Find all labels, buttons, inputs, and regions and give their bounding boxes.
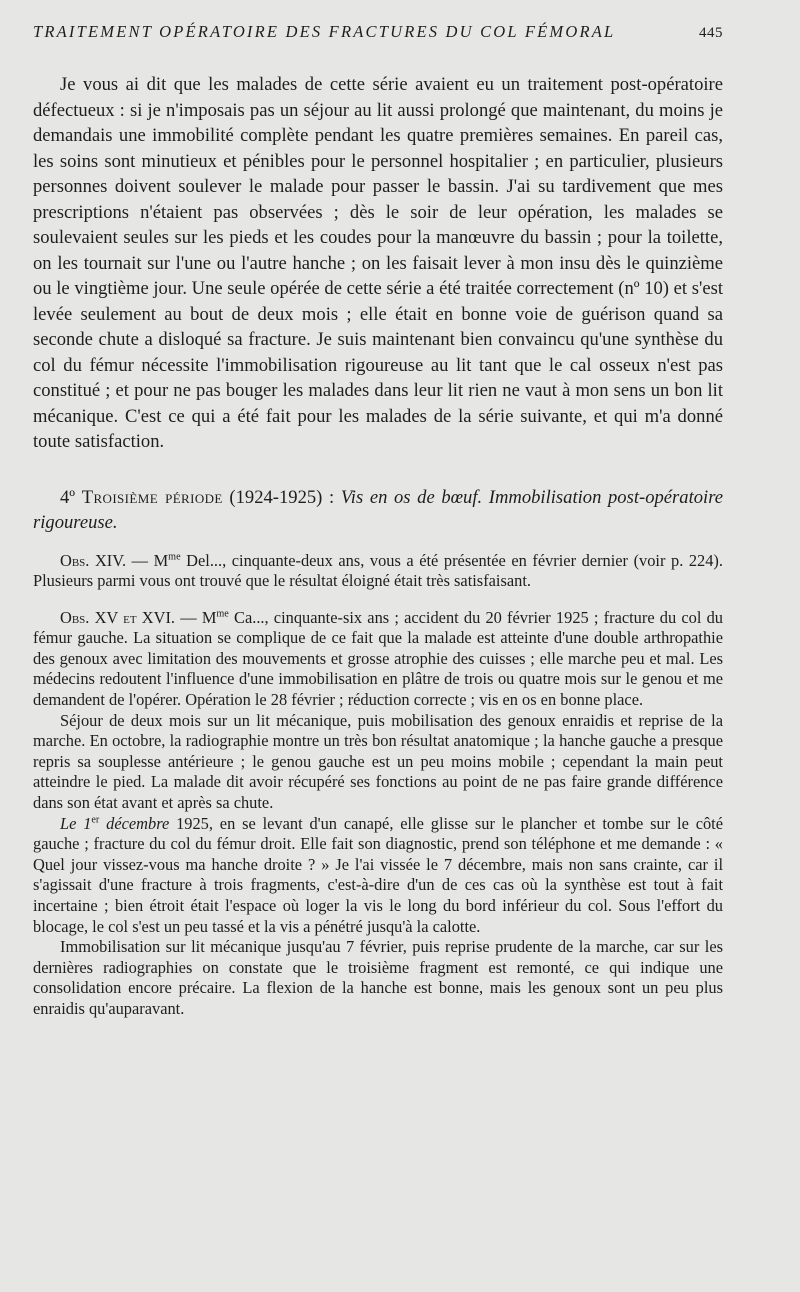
running-title: TRAITEMENT OPÉRATOIRE DES FRACTURES DU COL FÉMORAL (33, 22, 616, 41)
running-header (33, 22, 723, 52)
page-number: 445 (699, 25, 723, 41)
section-heading (33, 485, 723, 536)
book-page (33, 22, 723, 1272)
observations (33, 551, 723, 1020)
date-italic: Le 1 (60, 813, 92, 833)
obs-label: Obs. XV et XVI. (60, 607, 176, 627)
observation-xv-xvi (33, 608, 723, 711)
paragraph-immobilisation: Immobilisation sur lit mécanique jusqu'au 7 février, puis reprise prudente de la marche, car sur les dernières radiographies on constate que le troisième fragment est remonté, ce qui indique une consolidation encore précaire. La flexion de la hanche est bonne, mais les genoux sont un peu plus enraidis qu'auparavant. (33, 937, 723, 1018)
date-sup: er (91, 814, 100, 826)
obs-text: Del..., cinquante-deux ans, vous a été présentée en février dernier (voir p. 224). Plusieurs parmi vous ont trouvé que le résultat éloigné était très satisfaisant. (33, 550, 723, 591)
paragraph-text: 1925, en se levant d'un canapé, elle glisse sur le plancher et tombe sur le côté gauche ; fracture du col du fémur droit. Elle fait son diagnostic, prend son téléphone et me demande : « Quel jour vissez-vous ma hanche droite ? » Je l'ai vissée le 7 décembre, mais non sans crainte, car il s'agissait d'une fracture à trois fragments, c'est-à-dire d'un de ces cas où la synthèse est tout à fait incertaine ; bien étroit était l'espace où loger la vis le long du bord inférieur du col. Sous l'effort du blocage, le col s'est un peu tassé et la vis a pénétré jusqu'à la calotte. (33, 813, 723, 936)
section-label: Troisième période (81, 486, 223, 508)
section-subtitle: Vis en os de bœuf. Immobilisation post-opératoire rigoureuse. (33, 486, 724, 533)
obs-dash: — M (126, 550, 169, 570)
section-number: 4º (60, 486, 76, 508)
obs-text: Ca..., cinquante-six ans ; accident du 20 février 1925 ; fracture du col du fémur gauche. La situation se complique de ce fait que la malade est atteinte d'une double arthropathie des genoux avec limitation des mouvements et grosse atrophie des cuisses ; elle marche peu et mal. Les médecins redoutent l'influence d'une immobilisation en plâtre de trois ou quatre mois sur le genou et me demandent de l'opérer. Opération le 28 février ; réduction correcte ; vis en os en bonne place. (33, 607, 723, 710)
paragraph-decembre (33, 814, 723, 938)
section-years: (1924-1925) : (229, 486, 335, 508)
intro-paragraph: Je vous ai dit que les malades de cette série avaient eu un traitement post-opératoire défectueux : si je n'imposais pas un séjour au lit aussi prolongé que maintenant, du moins je demandais une immobilité complète pendant les quatre premières semaines. En pareil cas, les soins sont minutieux et pénibles pour le personnel hospitalier ; en particulier, plusieurs personnes doivent soulever le malade pour passer le bassin. J'ai su tardivement que mes prescriptions n'étaient pas observées ; dès le soir de leur opération, les malades se soulevaient seules sur les pieds et les coudes pour la manœuvre du bassin ; pour la toilette, on les tournait sur l'une ou l'autre hanche ; on les faisait lever à mon insu dès le quinzième ou le vingtième jour. Une seule opérée de cette série a été traitée correctement (nº 10) et s'est levée seulement au bout de deux mois ; elle était en bonne voie de guérison quand sa seconde chute a disloqué sa fracture. Je suis maintenant bien convaincu qu'une synthèse du col du fémur nécessite l'immobilisation rigoureuse au lit tant que le cal osseux n'est pas constitué ; et pour ne pas bouger les malades dans leur lit rien ne vaut à mon sens un bon lit mécanique. C'est ce qui a été fait pour les malades de la série suivante, et qui m'a donné toute satisfaction. (33, 74, 723, 452)
obs-sup: me (216, 608, 229, 620)
obs-dash: — M (175, 607, 217, 627)
obs-label: Obs. XIV. (60, 550, 127, 570)
date-italic-month: décembre (99, 813, 170, 833)
paragraph-sejour: Séjour de deux mois sur un lit mécanique, puis mobilisation des genoux enraidis et reprise de la marche. En octobre, la radiographie montre un très bon résultat anatomique ; la hanche gauche a presque repris sa souplesse antérieure ; le genou gauche est un peu moins mobile ; cependant la main peut atteindre le pied. La malade dit avoir récupéré ses fonctions au point de ne pas faire grande différence dans son état avant et après sa chute. (33, 710, 723, 813)
observation-xiv (33, 551, 723, 592)
obs-sup: me (168, 551, 181, 563)
